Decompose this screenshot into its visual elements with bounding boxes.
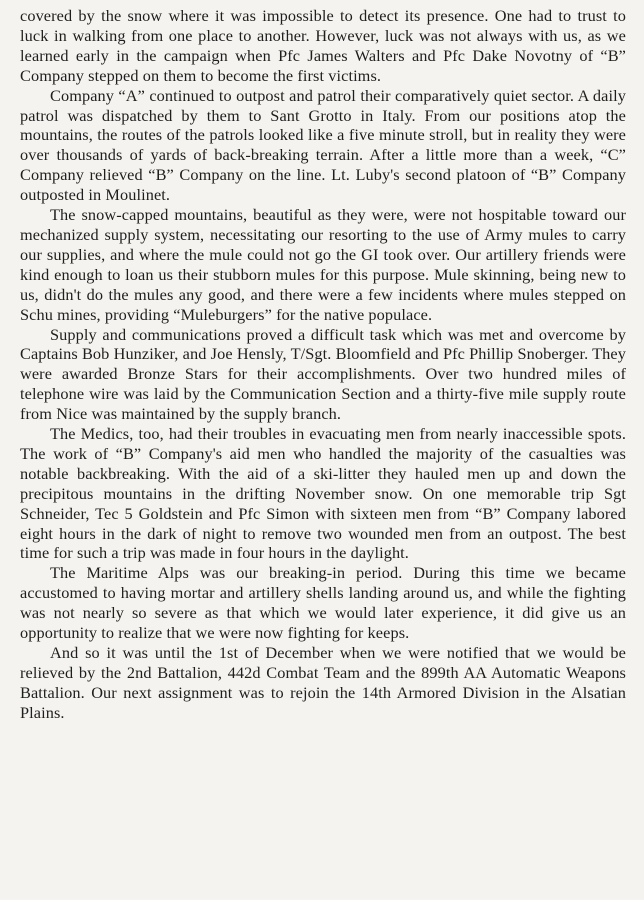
paragraph-2: Company “A” continued to outpost and patrol their comparatively quiet sector. A daily patrol was dispatched by them to Sant Grotto in Italy. From our positions atop the mountains, the routes of the patrols looked like a five minute stroll, but in reality they were over thousands of yards of back-breaking terrain. After a little more than a week, “C” Company relieved “B” Company on the line. Lt. Luby's second platoon of “B” Company outposted in Moulinet. — [20, 85, 626, 205]
paragraph-3: The snow-capped mountains, beautiful as they were, were not hospitable toward our mechanized supply system, necessitating our resorting to the use of Army mules to carry our supplies, and where the mule could not go the GI took over. Our artillery friends were kind enough to loan us their stubborn mules for this purpose. Mule skinning, being new to us, didn't do the mules any good, and there were a few incidents where mules stepped on Schu mines, providing “Muleburgers” for the native populace. — [20, 205, 626, 324]
paragraph-1: covered by the snow where it was impossible to detect its presence. One had to trust to luck in walking from one place to another. However, luck was not always with us, as we learned early in the campaign when Pfc James Walters and Pfc Dake Novotny of “B” Company stepped on them to become the first victims. — [20, 6, 626, 85]
paragraph-6: The Maritime Alps was our breaking-in period. During this time we became accustomed to having mortar and artillery shells landing around us, and while the fighting was not nearly so severe as that which we would later experience, it did give us an opportunity to realize that we were now fighting for keeps. — [20, 563, 626, 643]
paragraph-7: And so it was until the 1st of December when we were notified that we would be relieved by the 2nd Battalion, 442d Combat Team and the 899th AA Automatic Weapons Battalion. Our next assignment was to rejoin the 14th Armored Division in the Alsatian Plains. — [20, 643, 626, 722]
paragraph-5: The Medics, too, had their troubles in evacuating men from nearly inaccessible spots. The work of “B” Company's aid men who handled the majority of the casualties was notable backbreaking. With the aid of a ski-litter they hauled men up and down the precipitous mountains in the drifting November snow. On one memorable trip Sgt Schneider, Tec 5 Goldstein and Pfc Simon with sixteen men from “B” Company labored eight hours in the dark of night to remove two wounded men from an outpost. The best time for such a trip was made in four hours in the daylight. — [20, 424, 626, 563]
body-text — [20, 6, 626, 723]
paragraph-4: Supply and communications proved a difficult task which was met and overcome by Captains Bob Hunziker, and Joe Hensly, T/Sgt. Bloomfield and Pfc Phillip Snoberger. They were awarded Bronze Stars for their accomplishments. Over two hundred miles of telephone wire was laid by the Communication Section and a thirty-five mile supply route from Nice was maintained by the supply branch. — [20, 324, 626, 424]
